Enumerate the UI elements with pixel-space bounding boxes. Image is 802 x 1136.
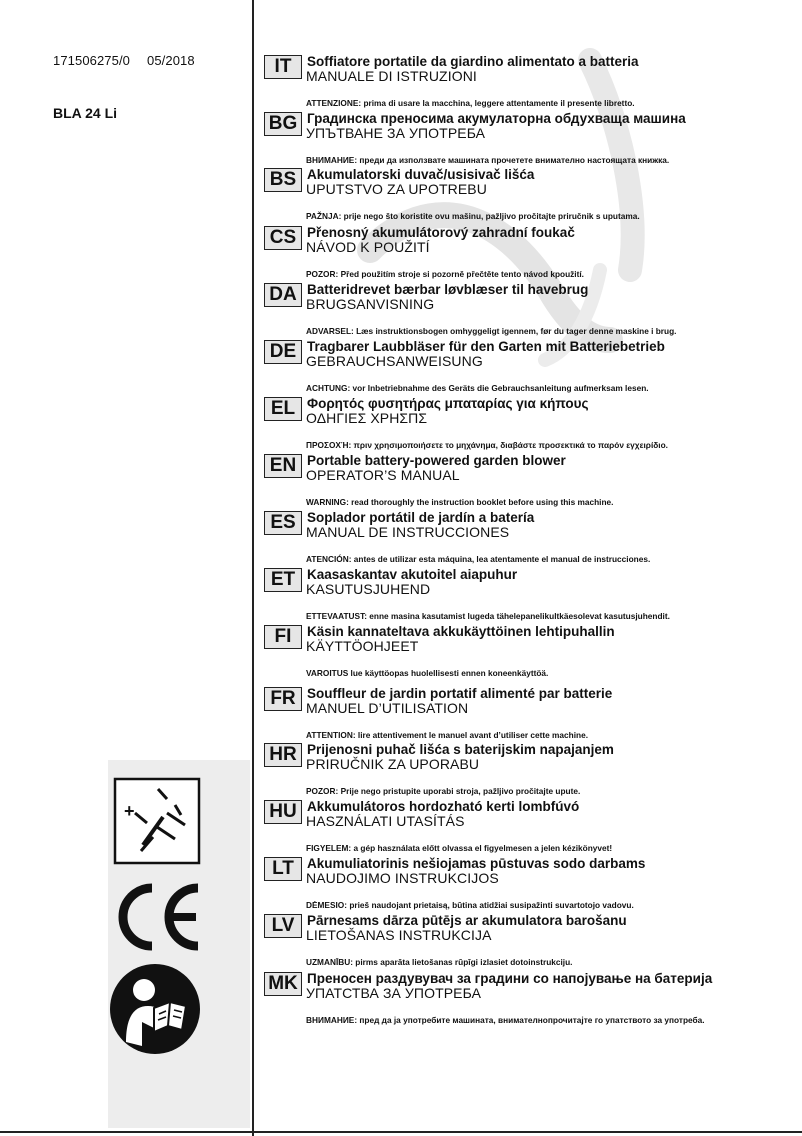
lang-title: Soplador portátil de jardín a batería: [307, 510, 535, 525]
lang-code-badge: DE: [264, 340, 302, 364]
document-code-line: [53, 53, 195, 68]
lang-title: Akumuliatorinis nešiojamas pūstuvas sodo darbams: [307, 856, 646, 871]
lang-title: Pārnesams dārza pūtējs ar akumulatora barošanu: [307, 913, 627, 928]
lang-title: Φορητός φυσητήρας μπαταρίας για κήπους: [307, 396, 589, 411]
lang-subtitle: LIETOŠANAS INSTRUKCIJA: [306, 927, 492, 943]
lang-subtitle: PRIRUČNIK ZA UPORABU: [306, 756, 480, 772]
lang-warning: ADVARSEL: Læs instruktionsbogen omhyggeligt igennem, før du tager denne maskine i brug.: [306, 326, 677, 336]
lang-title: Kaasaskantav akutoitel aiapuhur: [307, 567, 518, 582]
lang-subtitle: KÄYTTÖOHJEET: [306, 638, 419, 654]
lang-code-badge: IT: [264, 55, 302, 79]
column-divider: [252, 0, 254, 1136]
lang-subtitle: HASZNÁLATI UTASÍTÁS: [306, 813, 465, 829]
battery-disconnect-icon: [113, 777, 201, 865]
lang-code-badge: EN: [264, 454, 302, 478]
lang-title: Akumulatorski duvač/usisivač lišća: [307, 167, 535, 182]
lang-subtitle: УПЪТВАНЕ ЗА УПОТРЕБА: [306, 125, 486, 141]
lang-code-badge: ES: [264, 511, 302, 535]
lang-warning: PAŽNJA: prije nego što koristite ovu mašinu, pažljivo pročitajte priručnik s uputama.: [306, 211, 640, 221]
lang-warning: ATENCIÓN: antes de utilizar esta máquina, lea atentamente el manual de instrucciones.: [306, 554, 651, 564]
lang-subtitle: NÁVOD K POUŽITÍ: [306, 239, 430, 255]
lang-subtitle: GEBRAUCHSANWEISUNG: [306, 353, 483, 369]
lang-subtitle: UPUTSTVO ZA UPOTREBU: [306, 181, 487, 197]
lang-title: Градинска преносима акумулаторна обдухваща машина: [307, 111, 686, 126]
lang-title: Přenosný akumulátorový zahradní foukač: [307, 225, 575, 240]
lang-title: Batteridrevet bærbar løvblæser til havebrug: [307, 282, 589, 297]
lang-warning: ВНИМАНИЕ: пред да ја употребите машината, внимателнопрочитајте го упатството за употреба.: [306, 1015, 705, 1025]
lang-code-badge: ET: [264, 568, 302, 592]
lang-warning: DĖMESIO: prieš naudojant prietaisą, būtina atidžiai susipažinti suvartotojo vadovu.: [306, 900, 634, 910]
lang-code-badge: HU: [264, 800, 302, 824]
lang-warning: WARNING: read thoroughly the instruction booklet before using this machine.: [306, 497, 614, 507]
lang-code-badge: DA: [264, 283, 302, 307]
lang-warning: ΠΡΟΣΟΧΉ: πριν χρησιμοποιήσετε το μηχάνημα, διαβάστε προσεκτικά το παρόν εγχειρίδιο.: [306, 440, 668, 450]
lang-subtitle: MANUALE DI ISTRUZIONI: [306, 68, 477, 84]
lang-warning: VAROITUS lue käyttöopas huolellisesti ennen koneenkäyttöä.: [306, 668, 549, 678]
lang-warning: POZOR: Prije nego pristupite uporabi stroja, pažljivo pročitajte upute.: [306, 786, 581, 796]
lang-warning: POZOR: Před použitím stroje si pozorně přečtěte tento návod kpoužití.: [306, 269, 584, 279]
document-date: 05/2018: [147, 53, 195, 68]
lang-title: Akkumulátoros hordozható kerti lombfúvó: [307, 799, 580, 814]
lang-subtitle: BRUGSANVISNING: [306, 296, 435, 312]
lang-code-badge: LV: [264, 914, 302, 938]
lang-title: Souffleur de jardin portatif alimenté par batterie: [307, 686, 613, 701]
lang-warning: ВНИМАНИЕ: преди да използвате машината прочетете внимателно настоящата книжка.: [306, 155, 670, 165]
lang-code-badge: LT: [264, 857, 302, 881]
lang-title: Portable battery-powered garden blower: [307, 453, 566, 468]
lang-warning: ATTENZIONE: prima di usare la macchina, leggere attentamente il presente libretto.: [306, 98, 635, 108]
lang-warning: ATTENTION: lire attentivement le manuel avant d’utiliser cette machine.: [306, 730, 589, 740]
lang-title: Käsin kannateltava akkukäyttöinen lehtipuhallin: [307, 624, 615, 639]
lang-title: Tragbarer Laubbläser für den Garten mit Batteriebetrieb: [307, 339, 665, 354]
lang-code-badge: HR: [264, 743, 302, 767]
lang-title: Prijenosni puhač lišća s baterijskim napajanjem: [307, 742, 614, 757]
lang-code-badge: FR: [264, 687, 302, 711]
document-code: 171506275/0: [53, 53, 131, 68]
left-panel: [0, 0, 252, 1136]
lang-code-badge: EL: [264, 397, 302, 421]
lang-subtitle: MANUEL D’UTILISATION: [306, 700, 469, 716]
lang-warning: FIGYELEM: a gép használata előtt olvassa el figyelmesen a jelen kézikönyvet!: [306, 843, 613, 853]
lang-subtitle: KASUTUSJUHEND: [306, 581, 431, 597]
lang-code-badge: BS: [264, 168, 302, 192]
lang-title: Преносен раздувувач за градини со напојување на батерија: [307, 971, 713, 986]
bottom-rule: [0, 1131, 802, 1133]
lang-code-badge: MK: [264, 972, 302, 996]
svg-text:+: +: [124, 801, 135, 821]
lang-code-badge: FI: [264, 625, 302, 649]
lang-title: Soffiatore portatile da giardino alimentato a batteria: [307, 54, 639, 69]
lang-warning: ETTEVAATUST: enne masina kasutamist lugeda tähelepanelikultkäesolevat kasutusjuhendit.: [306, 611, 670, 621]
lang-subtitle: NAUDOJIMO INSTRUKCIJOS: [306, 870, 499, 886]
lang-warning: UZMANĪBU: pirms aparāta lietošanas rūpīgi izlasiet dotoinstrukciju.: [306, 957, 573, 967]
read-manual-icon: [108, 962, 202, 1056]
lang-subtitle: УПАТСТВА ЗА УПОТРЕБА: [306, 985, 482, 1001]
ce-mark-icon: [112, 882, 204, 952]
lang-subtitle: ΟΔΗΓΙΕΣ ΧΡΗΣΠΣ: [306, 410, 428, 426]
lang-code-badge: BG: [264, 112, 302, 136]
lang-code-badge: CS: [264, 226, 302, 250]
lang-warning: ACHTUNG: vor Inbetriebnahme des Geräts die Gebrauchsanleitung aufmerksam lesen.: [306, 383, 649, 393]
lang-subtitle: OPERATOR’S MANUAL: [306, 467, 460, 483]
model-name: BLA 24 Li: [53, 105, 118, 121]
lang-subtitle: MANUAL DE INSTRUCCIONES: [306, 524, 510, 540]
